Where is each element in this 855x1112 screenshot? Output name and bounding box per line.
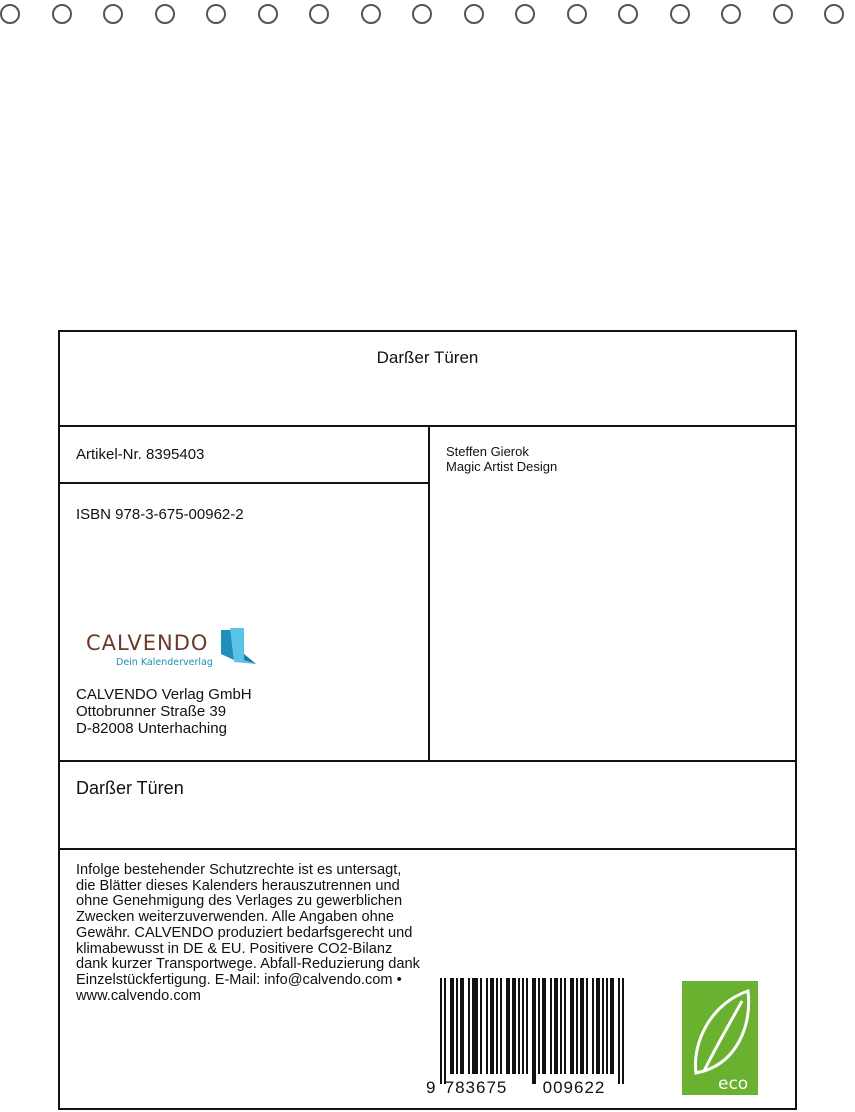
barcode-bar <box>538 978 540 1074</box>
barcode-bar <box>460 978 462 1074</box>
barcode-bar <box>550 978 552 1074</box>
barcode-bar <box>596 978 598 1074</box>
barcode-bar <box>602 978 604 1074</box>
barcode-bar <box>618 978 620 1084</box>
binding-hole <box>258 4 278 24</box>
barcode-bar <box>522 978 524 1074</box>
binding-hole <box>309 4 329 24</box>
barcode-bar <box>486 978 488 1074</box>
binding-hole <box>0 4 20 24</box>
barcode-bar <box>606 978 608 1074</box>
binding-hole <box>515 4 535 24</box>
barcode-bar <box>610 978 612 1074</box>
barcode-bar <box>592 978 594 1074</box>
eco-label: eco <box>718 1074 749 1094</box>
barcode-bar <box>462 978 464 1074</box>
calvendo-logo <box>84 624 264 668</box>
barcode-bar <box>508 978 510 1074</box>
article-number: Artikel-Nr. 8395403 <box>76 446 205 463</box>
binding-hole <box>52 4 72 24</box>
barcode-digit-first: 9 <box>426 1078 436 1096</box>
binding-hole <box>206 4 226 24</box>
barcode-bar <box>452 978 454 1074</box>
barcode-bar <box>554 978 556 1074</box>
legal-notice: Infolge bestehender Schutzrechte ist es untersagt, die Blätter dieses Kalenders herauszutrennen und ohne Genehmigung des Verlages zu gewerblichen Zwecken weiterzuverwenden. Alle Angaben ohne Gewähr. CALVENDO produziert bedarfsgerecht und klimabewusst in DE & EU. Positivere CO2-Bilanz dank kurzer Transportwege. Abfall-Reduzierung dank Einzelstückfertigung. E-Mail: info@calvendo.com • www.calvendo.com <box>76 862 420 1004</box>
publisher-address <box>76 686 252 737</box>
isbn: ISBN 978-3-675-00962-2 <box>76 506 244 523</box>
binding-hole <box>670 4 690 24</box>
barcode-bar <box>480 978 482 1074</box>
barcode-bar <box>572 978 574 1074</box>
binding-hole <box>773 4 793 24</box>
barcode-bar <box>500 978 502 1074</box>
binding-hole <box>618 4 638 24</box>
binding-hole <box>361 4 381 24</box>
barcode-bar <box>560 978 562 1074</box>
calendar-title: Darßer Türen <box>376 348 479 367</box>
barcode-bar <box>526 978 528 1074</box>
barcode-bar <box>598 978 600 1074</box>
barcode-bar <box>512 978 514 1074</box>
binding-hole <box>567 4 587 24</box>
isbn-barcode <box>426 978 638 1096</box>
author-company: Magic Artist Design <box>446 459 558 474</box>
barcode-bar <box>564 978 566 1074</box>
barcode-bar <box>556 978 558 1074</box>
barcode-bar <box>582 978 584 1074</box>
barcode-bar <box>612 978 614 1074</box>
barcode-digits-left: 783675 <box>444 1078 508 1096</box>
barcode-bar <box>496 978 498 1074</box>
barcode-bar <box>534 978 536 1084</box>
divider <box>428 425 430 762</box>
back-cover-panel <box>58 330 797 1110</box>
author-name: Steffen Gierok <box>446 444 529 459</box>
binding-hole <box>103 4 123 24</box>
barcode-bar <box>476 978 478 1074</box>
eco-badge <box>682 981 758 1095</box>
barcode-bar <box>472 978 474 1074</box>
barcode-bar <box>570 978 572 1074</box>
author-block <box>446 444 557 474</box>
barcode-bar <box>580 978 582 1074</box>
barcode-bar <box>622 978 624 1084</box>
barcode-bar <box>444 978 446 1084</box>
binding-hole <box>155 4 175 24</box>
barcode-bar <box>532 978 534 1084</box>
barcode-bar <box>450 978 452 1074</box>
logo-tagline: Dein Kalenderverlag <box>116 657 213 668</box>
barcode-bar <box>518 978 520 1074</box>
barcode-bar <box>492 978 494 1074</box>
divider <box>60 482 429 484</box>
barcode-bar <box>576 978 578 1074</box>
divider <box>60 848 795 850</box>
binding-hole <box>464 4 484 24</box>
binding-holes <box>0 0 855 30</box>
publisher-street: Ottobrunner Straße 39 <box>76 703 227 720</box>
barcode-bar <box>456 978 458 1074</box>
barcode-bar <box>490 978 492 1074</box>
barcode-bar <box>514 978 516 1074</box>
calendar-title-secondary: Darßer Türen <box>76 778 184 798</box>
barcode-bar <box>506 978 508 1074</box>
barcode-bar <box>474 978 476 1074</box>
binding-hole <box>824 4 844 24</box>
divider <box>60 760 795 762</box>
barcode-bar <box>542 978 544 1074</box>
logo-brand: CALVENDO <box>86 631 209 655</box>
barcode-bar <box>468 978 470 1074</box>
binding-hole <box>721 4 741 24</box>
barcode-bar <box>440 978 442 1084</box>
barcode-bar <box>586 978 588 1074</box>
barcode-bar <box>544 978 546 1074</box>
publisher-city: D-82008 Unterhaching <box>76 720 227 737</box>
binding-hole <box>412 4 432 24</box>
publisher-name: CALVENDO Verlag GmbH <box>76 686 252 703</box>
barcode-digits-right: 009622 <box>542 1078 606 1096</box>
logo-page-icon <box>221 628 256 664</box>
